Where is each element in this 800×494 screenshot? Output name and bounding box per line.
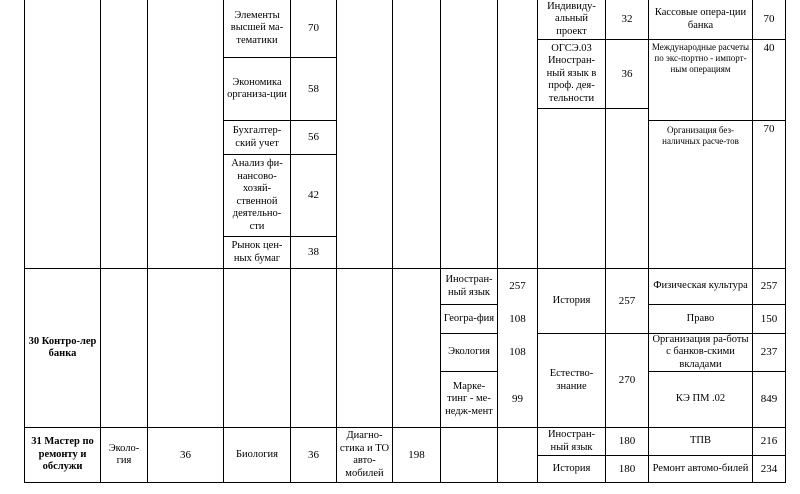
profession-name: 30 Контро-лер банка <box>28 335 97 359</box>
discipline-name: Диагно-стика и ТО авто-мобилей <box>339 430 390 479</box>
special-discipline-hours: 40 <box>763 42 775 54</box>
grid-line <box>100 0 101 483</box>
prof-discipline-name: Индивиду-альный проект <box>547 0 596 37</box>
discipline-name: Иностран-ный язык <box>547 429 596 453</box>
discipline-hours: 56 <box>308 131 319 144</box>
discipline-hours: 257 <box>618 294 636 307</box>
grid-line <box>24 482 785 483</box>
discipline-name: Организация ра-боты с банков-скими вкладами <box>652 333 749 370</box>
discipline-name: Бухгалтер-ский учет <box>232 125 282 149</box>
discipline-hours: 216 <box>760 435 778 448</box>
discipline-name: Право <box>686 312 715 324</box>
discipline-hours: 38 <box>308 246 319 259</box>
discipline-hours: 234 <box>760 462 778 475</box>
discipline-name: История <box>552 294 591 306</box>
discipline-hours: 270 <box>618 374 636 387</box>
discipline-name: Рынок цен-ных бумаг <box>231 240 283 264</box>
discipline-name: Биология <box>235 448 278 460</box>
discipline-name: Анализ фи-нансово-хозяй-ственной деятельно-сти <box>231 158 283 232</box>
prof-discipline-hours: 32 <box>621 13 633 26</box>
discipline-hours: 237 <box>760 346 778 359</box>
discipline-hours: 257 <box>509 280 526 293</box>
discipline-name: КЭ ПМ .02 <box>675 393 726 405</box>
discipline-name: Элементы высшей ма-тематики <box>230 9 284 46</box>
discipline-hours: 257 <box>760 280 778 293</box>
discipline-hours: 58 <box>308 82 319 95</box>
discipline-hours: 180 <box>618 462 636 475</box>
discipline-hours: 99 <box>512 393 523 406</box>
grid-line <box>785 0 786 483</box>
special-discipline-name: Международные расчеты по экс-портно - импорт-ным операциям <box>651 42 750 74</box>
discipline-name: Естество-знание <box>549 368 594 392</box>
special-discipline-name: Кассовые опера-ции банка <box>654 7 747 31</box>
prof-discipline-hours: 36 <box>621 67 633 80</box>
discipline-name: Марке-тинг - ме-недж-мент <box>445 380 493 417</box>
discipline-hours: 108 <box>509 312 526 325</box>
discipline-hours: 70 <box>308 22 319 35</box>
discipline-hours: 198 <box>408 448 425 461</box>
discipline-name: Физическая культура <box>653 280 748 292</box>
prof-discipline-name: ОГСЭ.03 Иностран-ный язык в проф. дея-тельности <box>546 42 597 104</box>
special-discipline-hours: 70 <box>763 13 775 26</box>
special-discipline-name: Организация без-наличных расче-тов <box>662 125 739 146</box>
discipline-hours: 36 <box>180 448 191 461</box>
discipline-hours: 180 <box>618 435 636 448</box>
special-discipline-hours: 70 <box>763 123 775 135</box>
discipline-name: Эколо-гия <box>108 442 140 466</box>
discipline-name: Геогра-фия <box>443 312 495 324</box>
grid-line <box>147 0 148 483</box>
discipline-name: Экология <box>448 346 490 358</box>
grid-line <box>537 108 648 109</box>
discipline-name: Иностран-ный язык <box>445 274 493 298</box>
discipline-name: Экономика организа-ции <box>227 76 287 100</box>
discipline-name: История <box>552 462 591 474</box>
discipline-hours: 108 <box>509 346 526 359</box>
discipline-hours: 42 <box>308 189 319 202</box>
discipline-name: ТПВ <box>690 435 711 447</box>
profession-name: 31 Мастер по ремонту и обслужи <box>31 436 94 473</box>
grid-line <box>392 0 393 483</box>
discipline-hours: 36 <box>308 448 319 461</box>
grid-line <box>336 0 337 483</box>
discipline-hours: 150 <box>760 312 778 325</box>
discipline-name: Ремонт автомо-билей <box>652 462 749 474</box>
discipline-hours: 849 <box>760 393 778 406</box>
